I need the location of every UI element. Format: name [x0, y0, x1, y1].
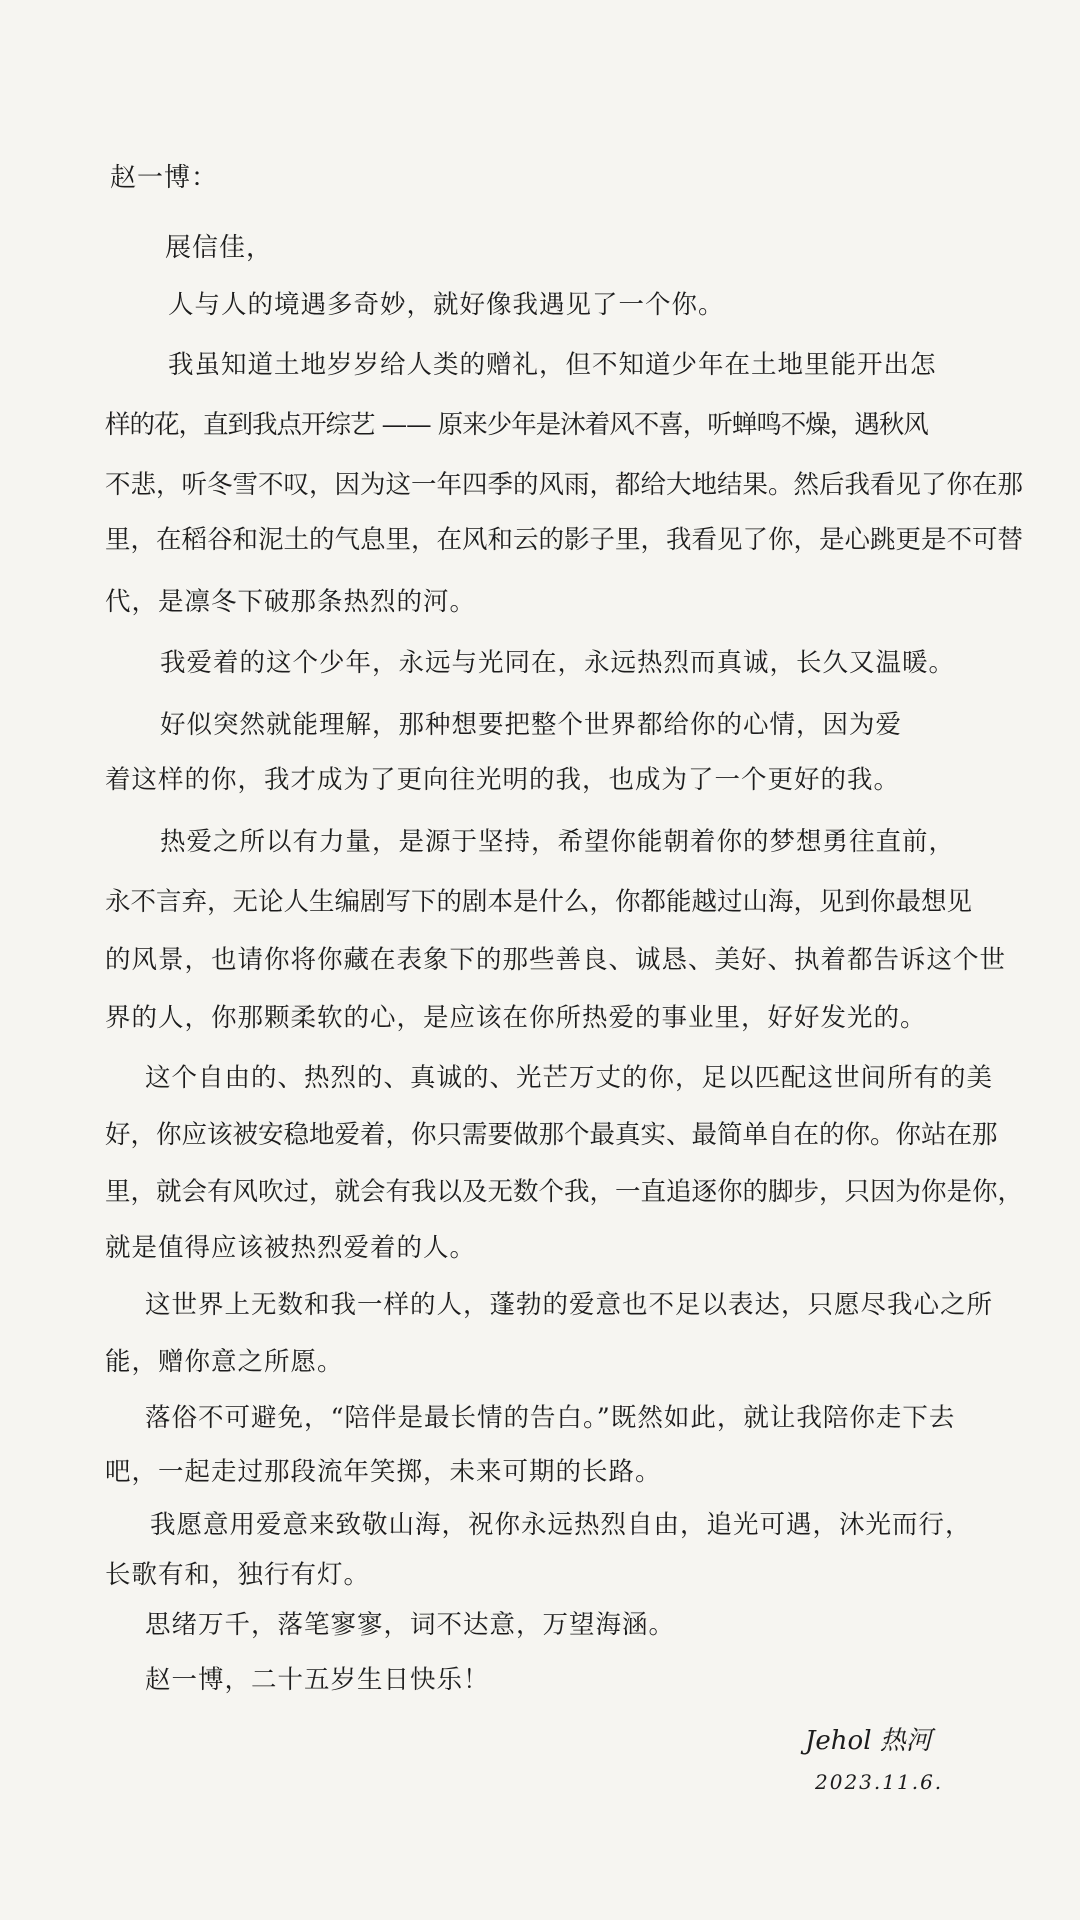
letter-line: 着这样的你，我才成为了更向往光明的我，也成为了一个更好的我。: [105, 765, 901, 795]
letter-line: 长歌有和，独行有灯。: [105, 1560, 371, 1590]
letter-line: 这个自由的、热烈的、真诚的、光芒万丈的你，足以匹配这世间所有的美: [145, 1063, 994, 1093]
letter-line: 好似突然就能理解，那种想要把整个世界都给你的心情，因为爱: [160, 710, 903, 740]
signature: Jehol 热河: [805, 1726, 932, 1756]
letter-line: 不悲，听冬雪不叹，因为这一年四季的风雨，都给大地结果。然后我看见了你在那: [105, 470, 1024, 500]
letter-line: 永不言弃，无论人生编剧写下的剧本是什么，你都能越过山海，见到你最想见: [105, 887, 973, 917]
letter-line: 代，是凛冬下破那条热烈的河。: [105, 587, 477, 617]
letter-line: 吧，一起走过那段流年笑掷，未来可期的长路。: [105, 1457, 662, 1487]
letter-opening: 展信佳，: [165, 233, 274, 263]
letter-line: 思绪万千，落笔寥寥，词不达意，万望海涵。: [145, 1610, 676, 1640]
letter-salutation: 赵一博：: [110, 163, 219, 193]
letter-line: 我虽知道土地岁岁给人类的赠礼，但不知道少年在土地里能开出怎: [168, 350, 937, 380]
letter-date: 2023.11.6.: [815, 1770, 944, 1794]
letter-line: 人与人的境遇多奇妙，就好像我遇见了一个你。: [168, 290, 725, 320]
letter-line: 的风景，也请你将你藏在表象下的那些善良、诚恳、美好、执着都告诉这个世: [105, 945, 1007, 975]
letter-line: 界的人，你那颗柔软的心，是应该在你所热爱的事业里，好好发光的。: [105, 1003, 927, 1033]
letter-line: 能，赠你意之所愿。: [105, 1347, 344, 1377]
letter-line: 热爱之所以有力量，是源于坚持，希望你能朝着你的梦想勇往直前，: [160, 827, 956, 857]
letter-line: 就是值得应该被热烈爱着的人。: [105, 1233, 477, 1263]
letter-line: 落俗不可避免，“陪伴是最长情的告白。”既然如此，就让我陪你走下去: [145, 1403, 956, 1433]
letter-line: 我爱着的这个少年，永远与光同在，永远热烈而真诚，长久又温暖。: [160, 648, 956, 678]
letter-line: 赵一博，二十五岁生日快乐！: [145, 1665, 490, 1695]
letter-line: 这世界上无数和我一样的人，蓬勃的爱意也不足以表达，只愿尽我心之所: [145, 1290, 994, 1320]
letter-line: 里，在稻谷和泥土的气息里，在风和云的影子里，我看见了你，是心跳更是不可替: [105, 525, 1024, 555]
letter-line: 我愿意用爱意来致敬山海，祝你永远热烈自由，追光可遇，沐光而行，: [150, 1510, 972, 1540]
letter-line: 样的花，直到我点开综艺 —— 原来少年是沐着风不喜，听蝉鸣不燥，遇秋风: [105, 410, 928, 440]
letter-line: 里，就会有风吹过，就会有我以及无数个我，一直追逐你的脚步，只因为你是你，: [105, 1177, 1024, 1207]
letter-line: 好，你应该被安稳地爱着，你只需要做那个最真实、最简单自在的你。你站在那: [105, 1120, 998, 1150]
